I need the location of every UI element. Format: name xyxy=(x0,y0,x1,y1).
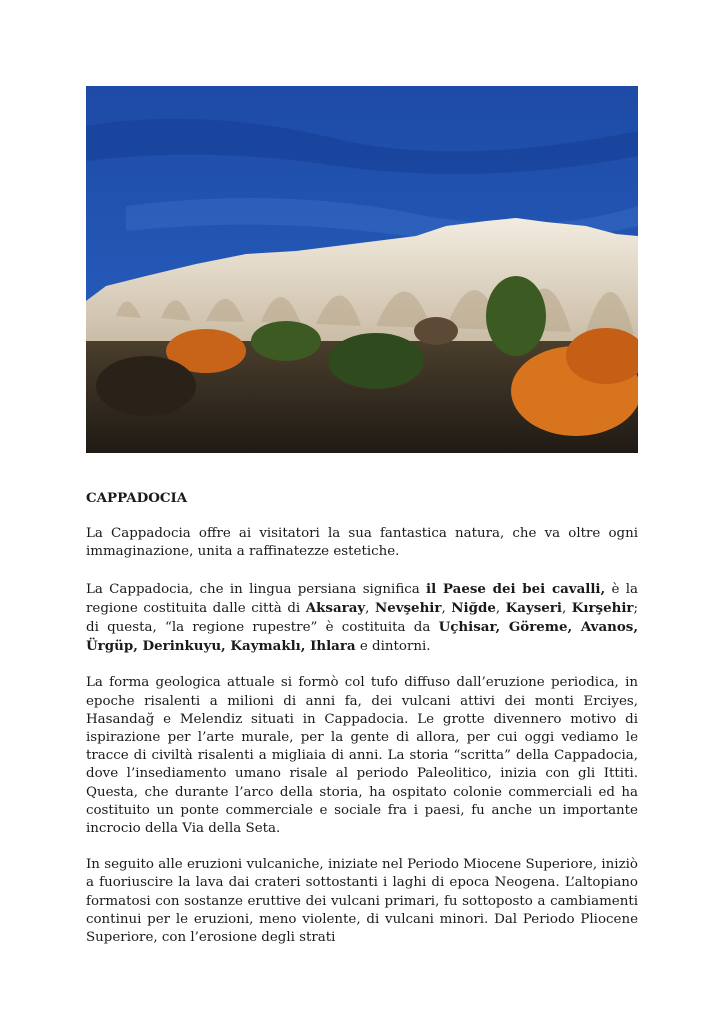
landscape-illustration xyxy=(86,86,638,453)
city-name: Kırşehir xyxy=(571,599,634,616)
city-name: Kayseri xyxy=(505,599,562,616)
cappadocia-landscape-photo xyxy=(86,86,638,453)
article-body xyxy=(86,489,638,965)
paragraph-intro: La Cappadocia offre ai visitatori la sua fantastica natura, che va oltre ogni immaginazione, unita a raffinatezze estetiche. xyxy=(86,526,638,560)
paragraph-geology: La forma geologica attuale si formò col tufo diffuso dall’eruzione periodica, in epoche risalenti a milioni di anni fa, dei vulcani attivi dei monti Erciyes, Hasandağ e Melendiz situati in Cappadocia. Le grotte divennero motivo di ispirazione per l’arte murale, per la gente di allora, per cui oggi vediamo le tracce di civiltà risalenti a migliaia di anni. La storia “scritta” della Cappadocia, dove l’insediamento umano risale al periodo Paleolitico, inizia con gli Ittiti. Questa, che durante l’arco della storia, ha ospitato colonie commerciali ed ha costituito un ponte commerciale e sociale fra i paesi, fu anche un importante incrocio della Via della Seta. xyxy=(86,675,638,837)
text-run: , xyxy=(441,600,452,616)
city-name: Nevşehir xyxy=(374,599,442,616)
text-run: La Cappadocia, che in lingua persiana significa xyxy=(86,581,427,597)
bold-phrase: il Paese dei bei cavalli, xyxy=(426,580,606,597)
town-list: Uçhisar, Göreme, Avanos, Ürgüp, Derinkuyu, Kaymaklı, Ihlara xyxy=(86,619,638,655)
text-run: e dintorni. xyxy=(355,639,431,655)
page-title: CAPPADOCIA xyxy=(86,490,188,506)
text-run: , xyxy=(561,600,572,616)
text-run: , xyxy=(365,600,375,616)
text-run: è la regione costituita dalle città di xyxy=(86,581,638,616)
text-run: ; di questa, “la regione rupestre” è costituita da xyxy=(86,600,638,636)
paragraph-regions xyxy=(86,580,638,657)
text-run: , xyxy=(495,600,506,616)
paragraph-eruptions: In seguito alle eruzioni vulcaniche, iniziate nel Periodo Miocene Superiore, iniziò a fuoriuscire la lava dai crateri sottostanti i laghi di epoca Neogena. L’altopiano formatosi con sostanze eruttive dei vulcani primari, fu sottoposto a cambiamenti continui per le eruzioni, meno violente, di vulcani minori. Dal Periodo Pliocene Superiore, con l’erosione degli strati xyxy=(86,857,638,946)
city-name: Niğde xyxy=(451,599,496,616)
city-name: Aksaray xyxy=(305,599,366,616)
